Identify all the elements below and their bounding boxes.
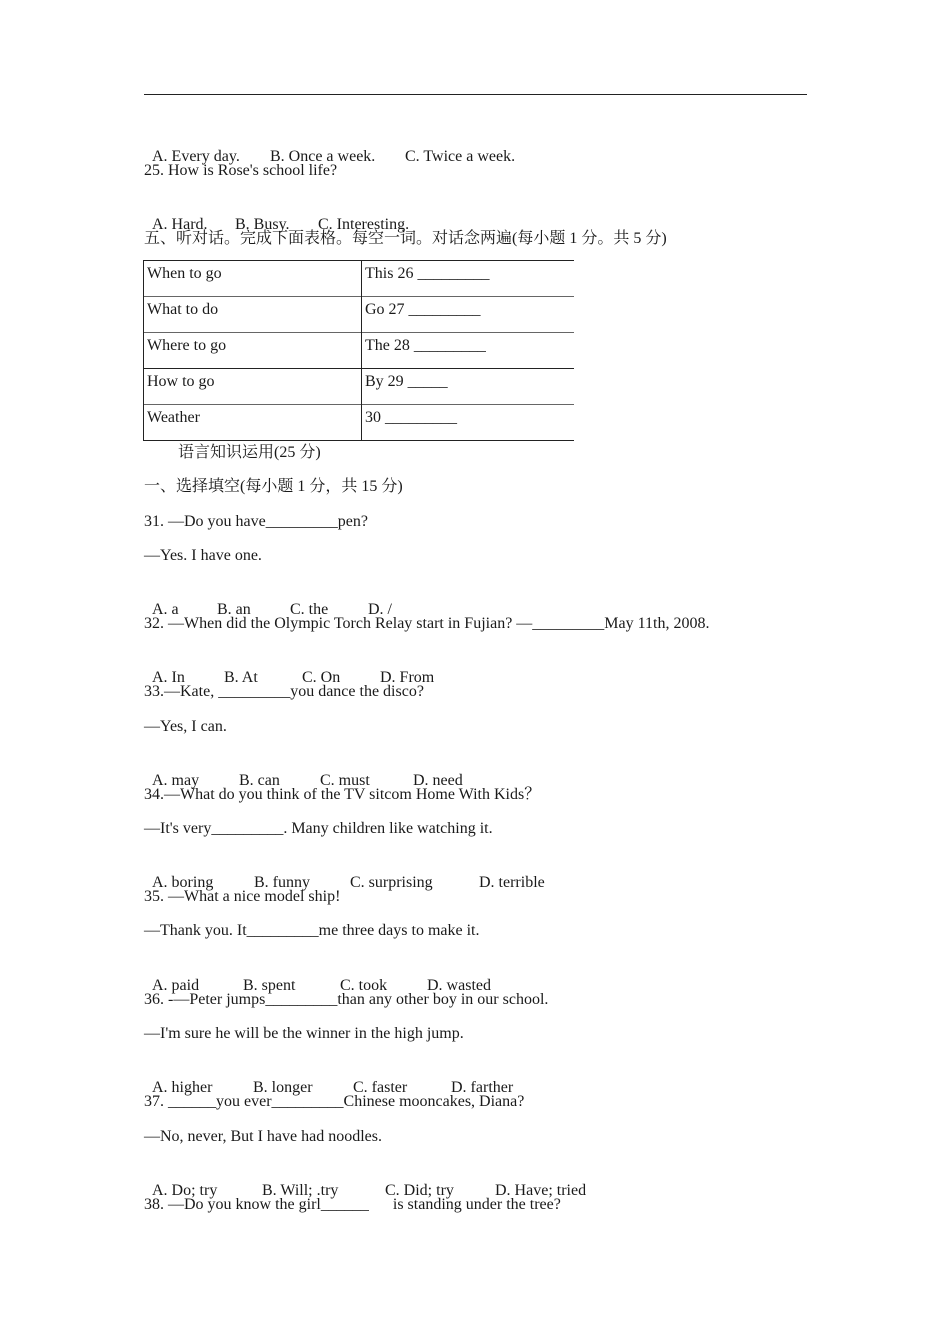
option: A. In — [152, 669, 185, 686]
row-answer: This 26 _________ — [362, 261, 575, 297]
row-answer: The 28 _________ — [362, 333, 575, 369]
option: D. terrible — [479, 874, 545, 891]
section-title: 一、选择填空(每小题 1 分，共 15 分) — [144, 478, 403, 495]
question-stem: 32. —When did the Olympic Torch Relay start in Fujian? —_________May 11th, 2008. — [144, 615, 710, 632]
option: B. an — [217, 601, 251, 618]
option: B. At — [224, 669, 258, 686]
option: A. Do; try — [152, 1182, 218, 1199]
section-title: 五、听对话。完成下面表格。每空一词。对话念两遍(每小题 1 分。共 5 分) — [144, 230, 667, 247]
option: D. From — [380, 669, 435, 686]
question-stem: 31. —Do you have_________pen? — [144, 513, 368, 530]
row-label: Weather — [144, 405, 362, 441]
option: C. must — [320, 772, 370, 789]
question-reply: —Yes. I have one. — [144, 547, 262, 564]
question-stem: 33.—Kate, _________you dance the disco? — [144, 683, 424, 700]
row-answer: Go 27 _________ — [362, 297, 575, 333]
option: C. Twice a week. — [405, 148, 516, 165]
option: C. the — [290, 601, 329, 618]
option: D. wasted — [427, 977, 491, 994]
option: D. Have; tried — [495, 1182, 587, 1199]
option: A. may — [152, 772, 200, 789]
question-reply: —It's very_________. Many children like watching it. — [144, 820, 493, 837]
table-row — [144, 297, 575, 333]
question-stem: 35. —What a nice model ship! — [144, 888, 341, 905]
option: D. need — [413, 772, 463, 789]
question-reply: —I'm sure he will be the winner in the high jump. — [144, 1025, 464, 1042]
row-answer: 30 _________ — [362, 405, 575, 441]
question-stem: 25. How is Rose's school life? — [144, 162, 338, 179]
row-label: How to go — [144, 369, 362, 405]
option: B. Once a week. — [270, 148, 376, 165]
option: B. Busy. — [235, 216, 290, 233]
table-row — [144, 333, 575, 369]
option: B. can — [239, 772, 280, 789]
row-label: When to go — [144, 261, 362, 297]
table-row — [144, 261, 575, 297]
option: A. higher — [152, 1079, 213, 1096]
option: B. Will; .try — [262, 1182, 339, 1199]
row-label: Where to go — [144, 333, 362, 369]
question-reply: —No, never, But I have had noodles. — [144, 1128, 382, 1145]
option: C. faster — [353, 1079, 408, 1096]
option: A. Every day. — [152, 148, 240, 165]
option: D. farther — [451, 1079, 514, 1096]
question-stem: 34.—What do you think of the TV sitcom Home With Kids？ — [144, 786, 541, 803]
question-stem: 37. ______you ever_________Chinese mooncakes, Diana? — [144, 1093, 525, 1110]
table-row — [144, 369, 575, 405]
option: C. took — [340, 977, 388, 994]
row-answer: By 29 _____ — [362, 369, 575, 405]
option: A. Hard. — [152, 216, 208, 233]
part-title: 语言知识运用(25 分) — [178, 444, 321, 461]
table-row — [144, 405, 575, 441]
option: A. boring — [152, 874, 214, 891]
option: C. surprising — [350, 874, 433, 891]
row-label: What to do — [144, 297, 362, 333]
question-stem: 38. —Do you know the girl______ is standing under the tree? — [144, 1196, 561, 1213]
header-rule — [144, 94, 807, 95]
option: C. Did; try — [385, 1182, 454, 1199]
option: C. On — [302, 669, 341, 686]
option: B. spent — [243, 977, 296, 994]
question-stem: 36. -—Peter jumps_________than any other boy in our school. — [144, 991, 549, 1008]
question-reply: —Thank you. It_________me three days to make it. — [144, 922, 480, 939]
option: D. / — [368, 601, 392, 618]
option: A. a — [152, 601, 179, 618]
listening-table — [143, 260, 574, 441]
question-reply: —Yes, I can. — [144, 718, 227, 735]
option: C. Interesting. — [318, 216, 410, 233]
option: B. longer — [253, 1079, 313, 1096]
option: A. paid — [152, 977, 200, 994]
option: B. funny — [254, 874, 310, 891]
